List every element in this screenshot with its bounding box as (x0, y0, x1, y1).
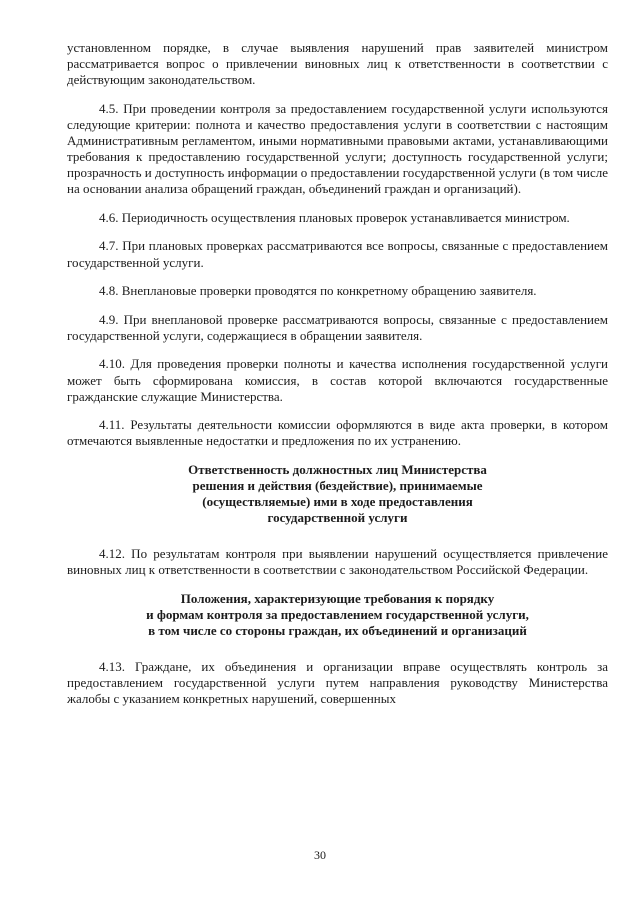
paragraph-4-13: 4.13. Граждане, их объединения и организации вправе осуществлять контроль за предоставлением государственной услуги путем направления руководству Министерства жалобы с указанием конкретных нарушений, совершенных (67, 659, 608, 707)
heading-line: (осуществляемые) ими в ходе предоставления (202, 494, 473, 510)
paragraph-4-9: 4.9. При внеплановой проверке рассматриваются вопросы, связанные с предоставлением государственной услуги, содержащиеся в обращении заявителя. (67, 311, 608, 343)
heading-line: и формам контроля за предоставлением государственной услуги, (146, 607, 529, 623)
paragraph-continuation: установленном порядке, в случае выявления нарушений прав заявителей министром рассматривается вопрос о привлечении виновных лиц к ответственности в соответствии с действующим законодательством. (67, 40, 608, 88)
paragraph-4-12: 4.12. По результатам контроля при выявлении нарушений осуществляется привлечение виновных лиц к ответственности в соответствии с законодательством Российской Федерации. (67, 546, 608, 578)
heading-line: Положения, характеризующие требования к порядку (180, 590, 495, 606)
heading-line: в том числе со стороны граждан, их объединений и организаций (148, 623, 527, 639)
paragraph-4-11: 4.11. Результаты деятельности комиссии оформляются в виде акта проверки, в котором отмечаются выявленные недостатки и предложения по их устранению. (67, 417, 608, 449)
paragraph-4-8: 4.8. Внеплановые проверки проводятся по конкретному обращению заявителя. (99, 283, 537, 299)
section-heading-responsibility (67, 462, 608, 526)
section-heading-control-requirements (67, 591, 608, 639)
paragraph-4-5: 4.5. При проведении контроля за предоставлением государственной услуги используются следующие критерии: полнота и качество предоставления услуги в соответствии с настоящим Административным регламентом, иными нормативными правовыми актами, устанавливающими требования к предоставлению государственной услуги; доступность государственной услуги; прозрачность и доступность информации о предоставлении государственной услуги (в том числе на основании анализа обращений граждан, объединений граждан и организаций). (67, 100, 608, 197)
paragraph-4-10: 4.10. Для проведения проверки полноты и качества исполнения государственной услуги может быть сформирована комиссия, в состав которой включаются государственные гражданские служащие Министерства. (67, 356, 608, 404)
heading-line: решения и действия (бездействие), принимаемые (192, 477, 483, 493)
paragraph-4-6: 4.6. Периодичность осуществления плановых проверок устанавливается министром. (99, 209, 570, 225)
page-number: 30 (314, 848, 326, 862)
heading-line: государственной услуги (267, 510, 408, 526)
paragraph-4-7: 4.7. При плановых проверках рассматриваются все вопросы, связанные с предоставлением государственной услуги. (67, 238, 608, 270)
heading-line: Ответственность должностных лиц Министерства (188, 461, 487, 477)
